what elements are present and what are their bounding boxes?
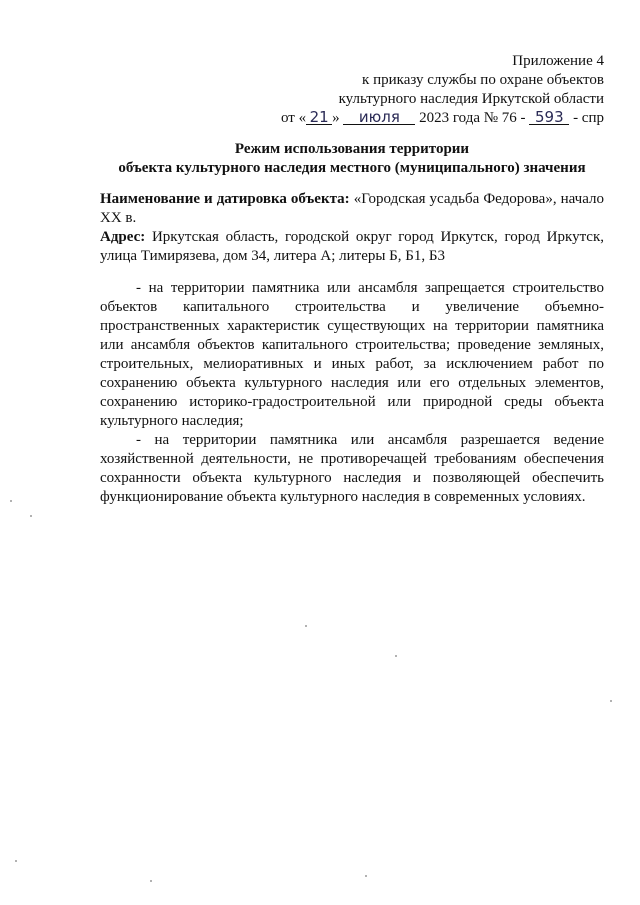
object-name-block bbox=[100, 190, 604, 228]
scan-speck bbox=[10, 500, 12, 502]
scan-speck bbox=[395, 655, 397, 657]
handwritten-doc-number: 593 bbox=[529, 110, 569, 125]
document-title bbox=[100, 140, 604, 178]
order-reference: к приказу службы по охране объектов bbox=[362, 72, 604, 88]
title-line-1: Режим использования территории bbox=[234, 141, 470, 157]
order-authority: культурного наследия Иркутской области bbox=[338, 91, 604, 107]
address-value: Иркутская область, городской округ город Иркутск, город Иркутск, улица Тимирязева, дом 34, литера А; литеры Б, Б1, Б3 bbox=[100, 229, 605, 264]
address-block bbox=[100, 228, 604, 266]
scan-speck bbox=[15, 860, 17, 862]
object-name-value: «Городская усадьба Федорова», начало XX в. bbox=[100, 191, 605, 226]
prohibition-paragraph: - на территории памятника или ансамбля запрещается строительство объектов капитального строительства и увеличение объемно-пространственных характеристик существующих на территории памятника или ансамбля объектов капитального строительства; проведение земляных, строительных, мелиоративных и иных работ, за исключением работ по сохранению объекта культурного наследия или его отдельных элементов, сохранению историко-градостроительной или природной среды объекта культурного наследия; bbox=[100, 280, 604, 429]
handwritten-month: июля bbox=[343, 110, 415, 125]
appendix-header bbox=[274, 52, 604, 128]
title-line-2: объекта культурного наследия местного (муниципального) значения bbox=[118, 160, 586, 176]
date-prefix: от « bbox=[281, 110, 307, 126]
object-name-label: Наименование и датировка объекта: bbox=[100, 191, 350, 207]
regime-text bbox=[100, 279, 604, 507]
date-mid: » bbox=[332, 110, 340, 126]
scan-speck bbox=[365, 875, 367, 877]
scan-speck bbox=[150, 880, 152, 882]
address-label: Адрес: bbox=[100, 229, 146, 245]
scan-speck bbox=[30, 515, 32, 517]
year-and-number: 2023 года № 76 - bbox=[419, 110, 526, 126]
number-suffix: - спр bbox=[573, 110, 604, 126]
handwritten-day: 21 bbox=[306, 110, 332, 125]
permission-paragraph: - на территории памятника или ансамбля разрешается ведение хозяйственной деятельности, не противоречащей требованиям обеспечения сохранности объекта культурного наследия и позволяющей обеспечить функционирование объекта культурного наследия в современных условиях. bbox=[100, 432, 604, 505]
scan-speck bbox=[610, 700, 612, 702]
appendix-title: Приложение 4 bbox=[512, 53, 604, 69]
scan-speck bbox=[305, 625, 307, 627]
order-date-line bbox=[274, 109, 604, 128]
